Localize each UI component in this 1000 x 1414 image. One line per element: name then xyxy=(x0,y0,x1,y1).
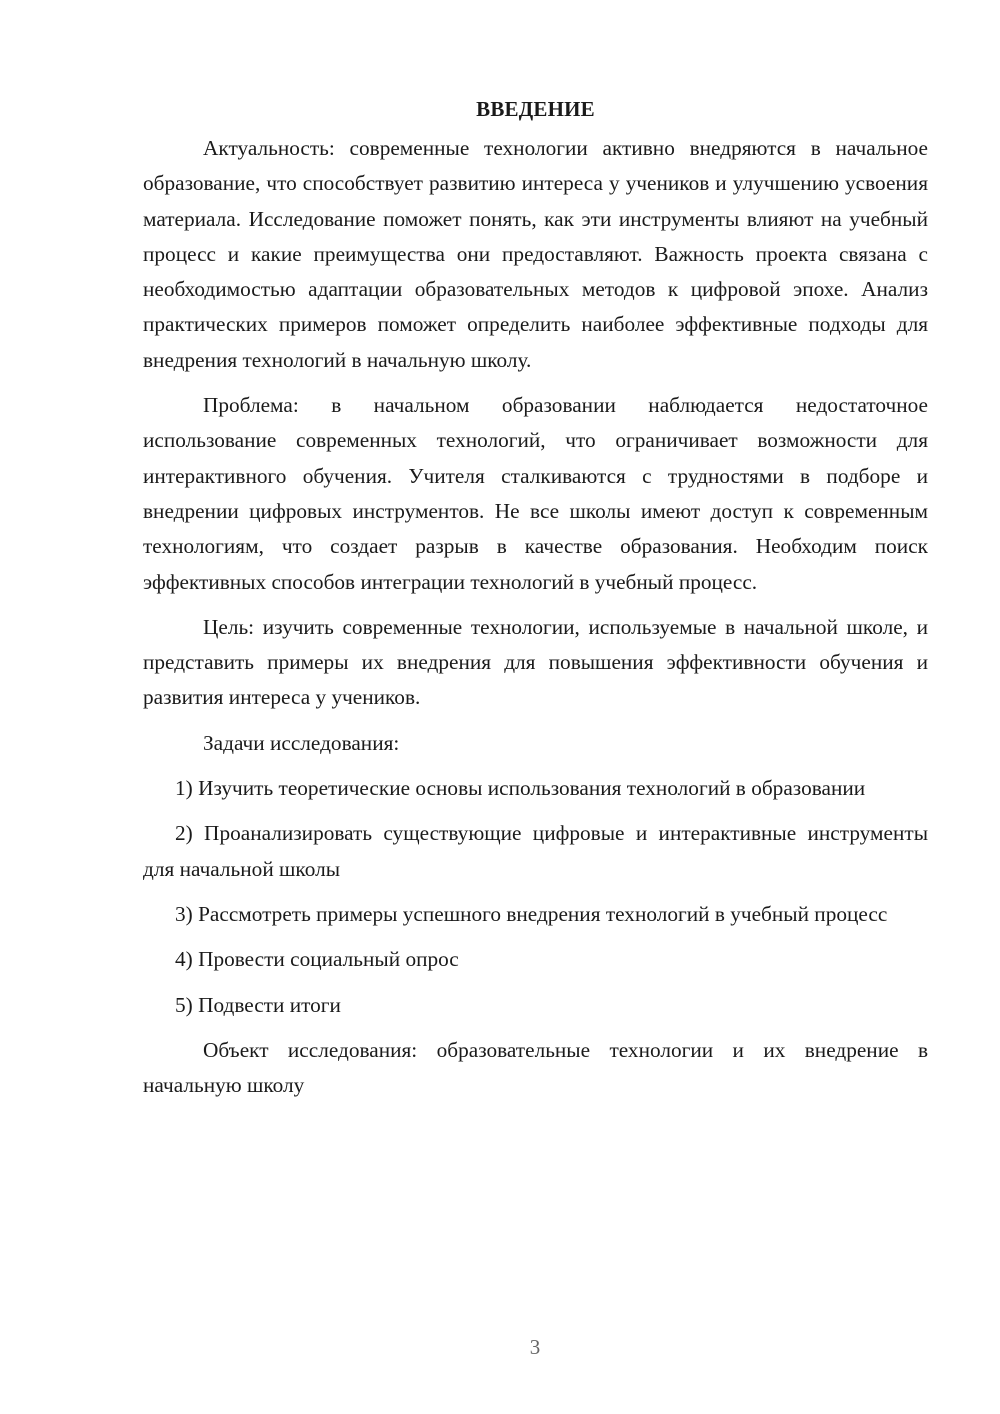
goal-paragraph: Цель: изучить современные технологии, используемые в начальной школе, и представить примеры их внедрения для повышения эффективности обучения и развития интереса у учеников. xyxy=(143,614,928,710)
task-item-1: 1) Изучить теоретические основы использования технологий в образовании xyxy=(175,776,866,801)
page-title: ВВЕДЕНИЕ xyxy=(476,97,595,121)
task-item-2: 2) Проанализировать существующие цифровые и интерактивные инструменты для начальной школы xyxy=(143,821,928,881)
page-number: 3 xyxy=(529,1335,541,1359)
task-item-5: 5) Подвести итоги xyxy=(175,992,341,1017)
document-page xyxy=(143,92,928,1103)
problem-paragraph: Проблема: в начальном образовании наблюдается недостаточное использование современных технологий, что ограничивает возможности для интерактивного обучения. Учителя сталкиваются с трудностями в подборе и внедрении цифровых инструментов. Не все школы имеют доступ к современным технологиям, что создает разрыв в качестве образования. Необходим поиск эффективных способов интеграции технологий в учебный процесс. xyxy=(143,393,928,594)
task-item-4: 4) Провести социальный опрос xyxy=(175,947,459,972)
relevance-paragraph: Актуальность: современные технологии активно внедряются в начальное образование, что способствует развитию интереса у учеников и улучшению усвоения материала. Исследование поможет понять, как эти инструменты влияют на учебный процесс и какие преимущества они предоставляют. Важность проекта связана с необходимостью адаптации образовательных методов к цифровой эпохе. Анализ практических примеров поможет определить наиболее эффективные подходы для внедрения технологий в начальную школу. xyxy=(143,136,928,372)
task-item-3: 3) Рассмотреть примеры успешного внедрения технологий в учебный процесс xyxy=(175,901,888,926)
tasks-heading: Задачи исследования: xyxy=(203,730,400,755)
object-paragraph: Объект исследования: образовательные технологии и их внедрение в начальную школу xyxy=(143,1037,928,1098)
